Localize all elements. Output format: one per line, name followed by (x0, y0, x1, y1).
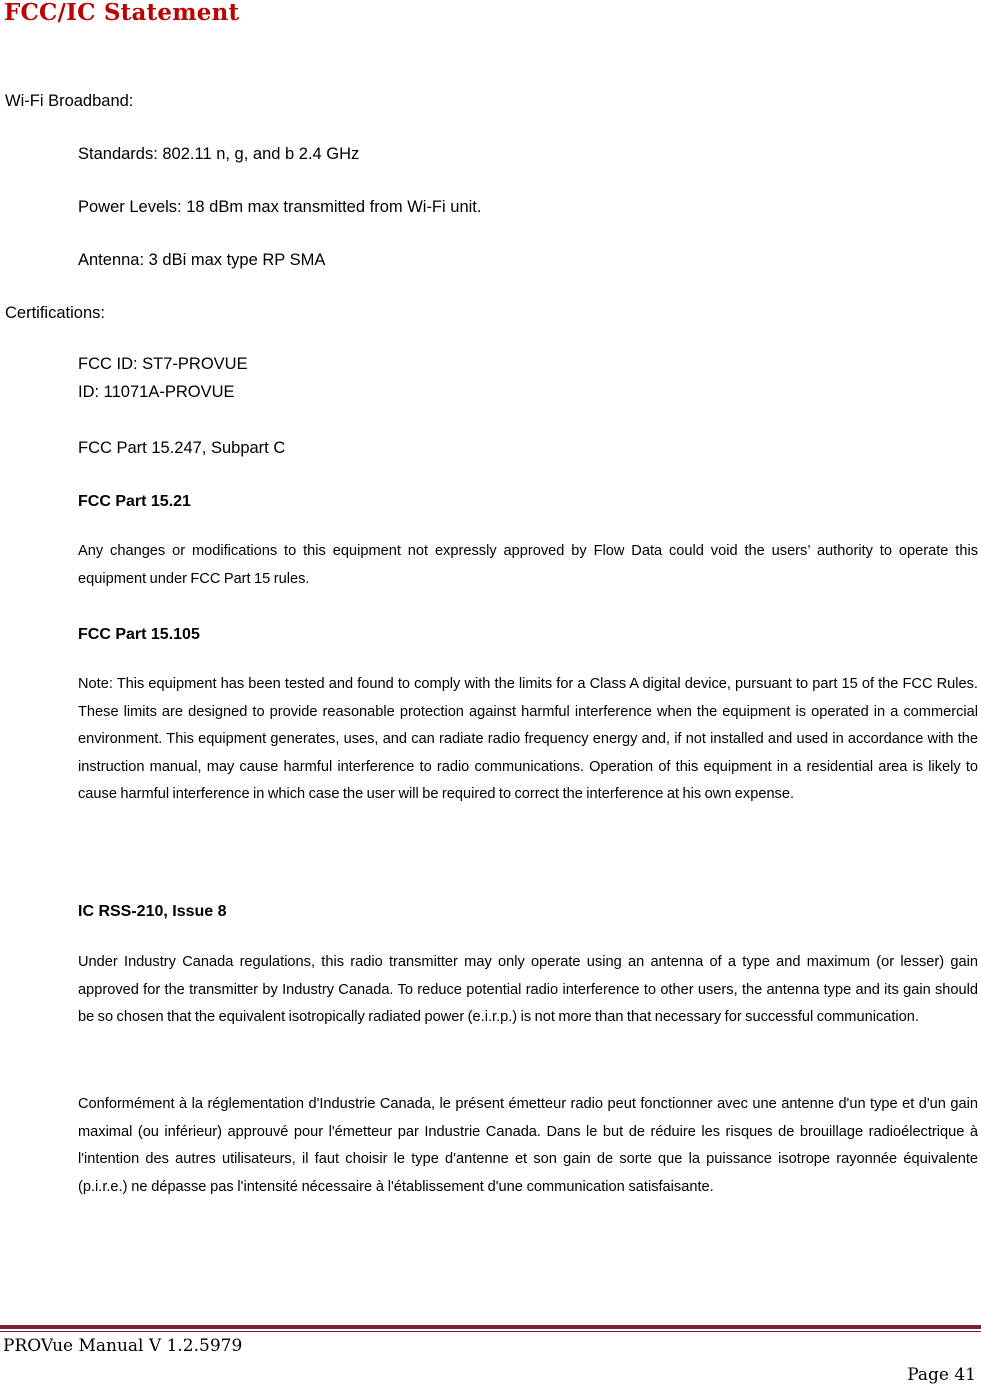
footer-manual-version: PROVue Manual V 1.2.5979 (3, 1336, 243, 1356)
page-title: FCC/IC Statement (4, 0, 240, 26)
section-body-fcc-15-21: Any changes or modifications to this equipment not expressly approved by Flow Data could void the users’ authority to operate this equipment under FCC Part 15 rules. (78, 543, 978, 587)
fcc-id: FCC ID: ST7-PROVUE (78, 355, 248, 373)
wifi-standards: Standards: 802.11 n, g, and b 2.4 GHz (78, 145, 360, 163)
certifications-heading: Certifications: (5, 304, 105, 322)
section-heading-fcc-15-21: FCC Part 15.21 (78, 493, 191, 510)
section-body-ic-rss-210-french: Conformément à la réglementation d'Industrie Canada, le présent émetteur radio peut fonctionner avec une antenne d'un type et d'un gain maximal (ou inférieur) approuvé pour l'émetteur par Industrie Canada. Dans le but de réduire les risques de brouillage radioélectrique à l'intention des autres utilisateurs, il faut choisir le type d'antenne et son gain de sorte que la puissance isotrope rayonnée équivalente (p.i.r.e.) ne dépasse pas l'intensité nécessaire à l'établissement d'une communication satisfaisante. (78, 1096, 978, 1195)
wifi-power-levels: Power Levels: 18 dBm max transmitted from Wi-Fi unit. (78, 198, 482, 216)
section-body-ic-rss-210: Under Industry Canada regulations, this radio transmitter may only operate using an antenna of a type and maximum (or lesser) gain approved for the transmitter by Industry Canada. To reduce potential radio interference to other users, the antenna type and its gain should be so chosen that the equivalent isotropically radiated power (e.i.r.p.) is not more than that necessary for successful communication. (78, 954, 978, 1025)
section-heading-fcc-15-105: FCC Part 15.105 (78, 626, 200, 643)
wifi-antenna: Antenna: 3 dBi max type RP SMA (78, 251, 326, 269)
footer-page-number: Page 41 (907, 1365, 976, 1385)
wifi-heading: Wi-Fi Broadband: (5, 92, 134, 110)
section-heading-ic-rss-210: IC RSS-210, Issue 8 (78, 903, 227, 920)
footer-rule-thick (0, 1325, 981, 1329)
ic-id: ID: 11071A-PROVUE (78, 383, 235, 401)
fcc-part-15-247: FCC Part 15.247, Subpart C (78, 439, 286, 457)
footer-rule-thin (0, 1331, 981, 1332)
section-body-fcc-15-105: Note: This equipment has been tested and found to comply with the limits for a Class A digital device, pursuant to part 15 of the FCC Rules. These limits are designed to provide reasonable protection against harmful interference when the equipment is operated in a commercial environment. This equipment generates, uses, and can radiate radio frequency energy and, if not installed and used in accordance with the instruction manual, may cause harmful interference to radio communications. Operation of this equipment in a residential area is likely to cause harmful interference in which case the user will be required to correct the interference at his own expense. (78, 676, 978, 802)
